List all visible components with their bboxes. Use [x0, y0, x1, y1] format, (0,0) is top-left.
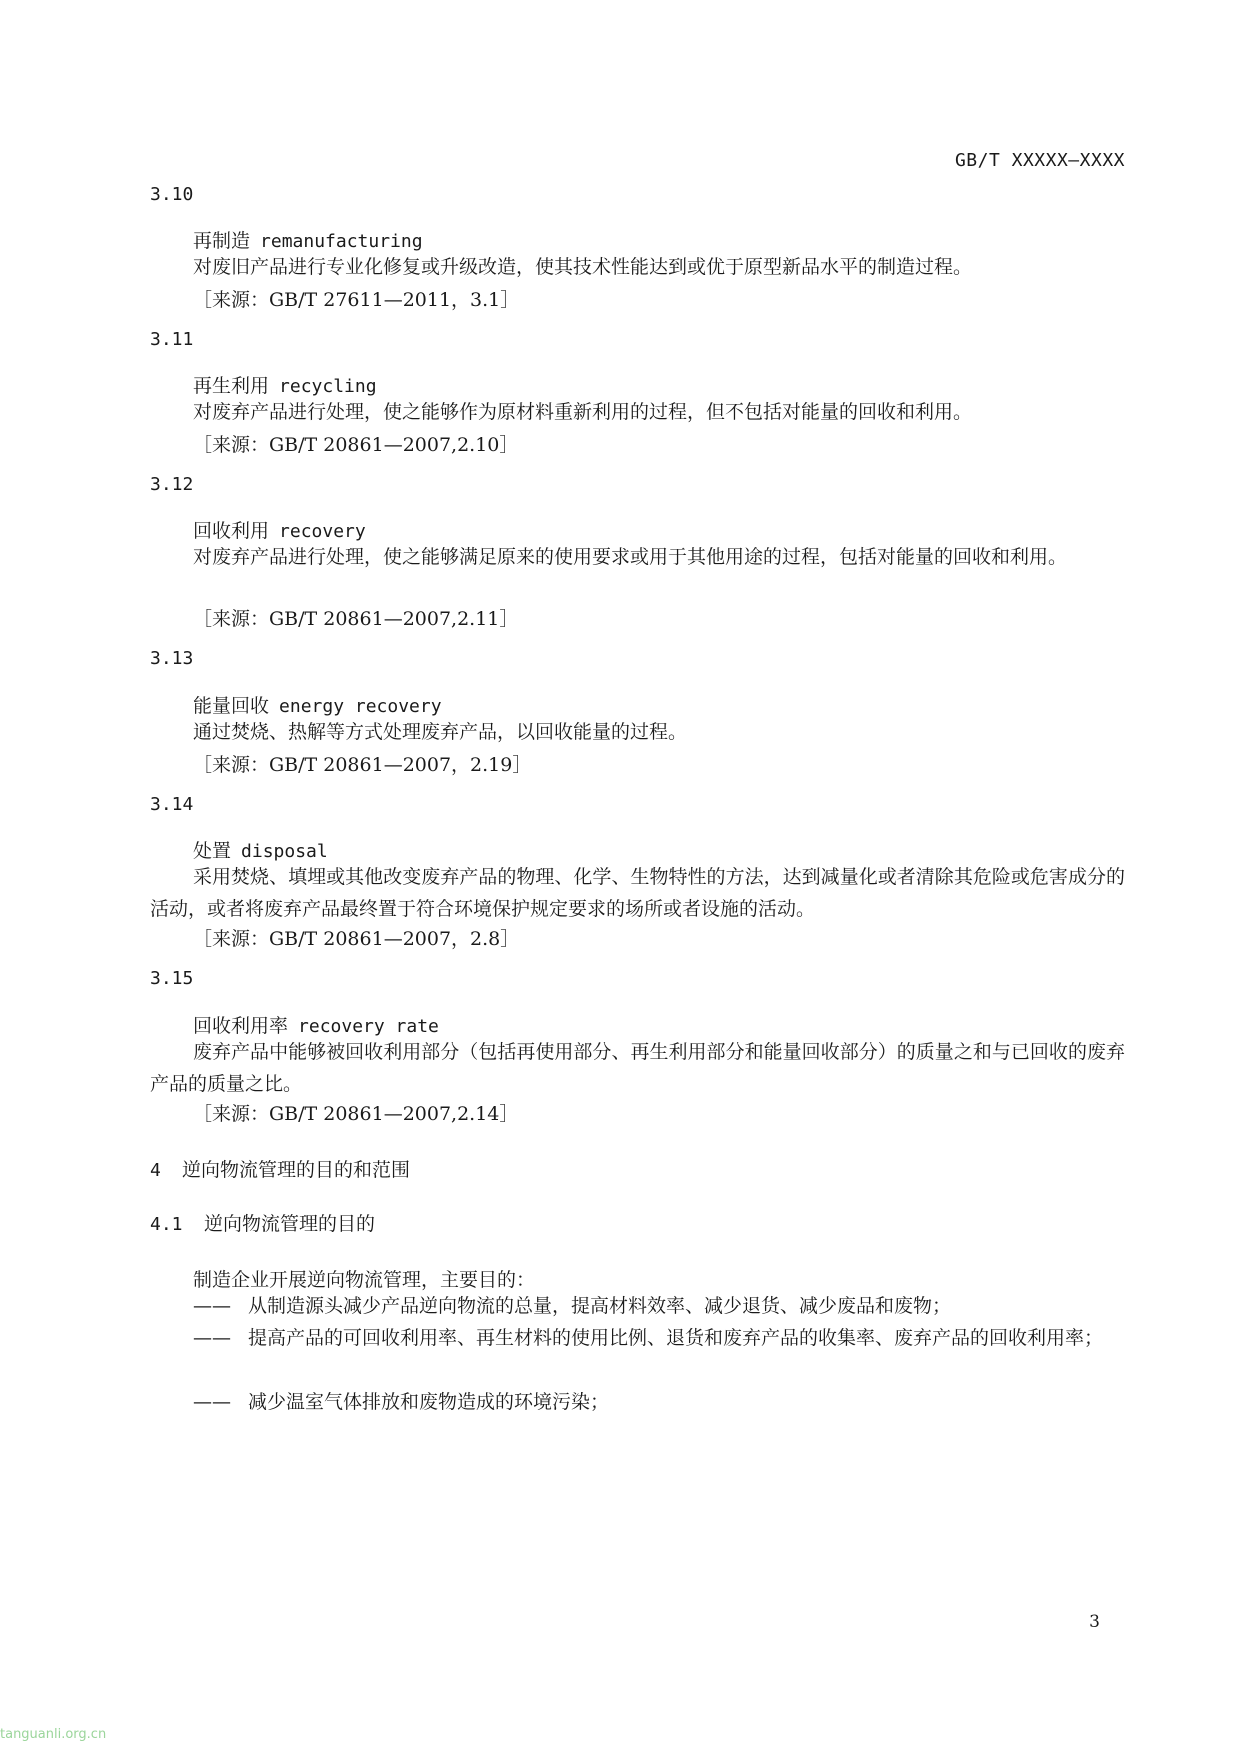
term-en: disposal: [241, 841, 328, 862]
term-heading: [193, 1011, 439, 1038]
subsection-title: 逆向物流管理的目的: [204, 1213, 376, 1235]
subsection-heading: [150, 1209, 375, 1236]
intro-text: 制造企业开展逆向物流管理，主要目的：: [193, 1269, 536, 1291]
term-source: ［来源：GB/T 20861—2007,2.10］: [193, 434, 519, 456]
list-item-text: 从制造源头减少产品逆向物流的总量，提高材料效率、减少退货、减少废品和废物；: [248, 1295, 952, 1317]
term-en: recovery: [279, 521, 366, 542]
term-zh: 处置: [193, 840, 232, 862]
term-definition: 对废弃产品进行处理，使之能够满足原来的使用要求或用于其他用途的过程，包括对能量的回收和利用。: [193, 546, 1068, 568]
list-item-text: 减少温室气体排放和废物造成的环境污染；: [248, 1391, 610, 1413]
clause-number: 3.14: [150, 794, 194, 815]
term-heading: [193, 516, 366, 543]
term-zh: 回收利用: [193, 520, 270, 542]
page-number: 3: [1089, 1612, 1100, 1632]
term-heading: [193, 836, 328, 863]
term-definition: 采用焚烧、填埋或其他改变废弃产品的物理、化学、生物特性的方法，达到减量化或者清除其危险或危害成分的活动，或者将废弃产品最终置于符合环境保护规定要求的场所或者设施的活动。: [150, 866, 1125, 920]
term-en: remanufacturing: [260, 231, 423, 252]
section-number: 4: [150, 1160, 161, 1181]
term-en: energy recovery: [279, 696, 442, 717]
term-heading: [193, 226, 423, 253]
subsection-number: 4.1: [150, 1214, 183, 1235]
term-heading: [193, 691, 442, 718]
dash-marker: ——: [193, 1391, 231, 1413]
list-item: [193, 1290, 1125, 1322]
term-heading: [193, 371, 377, 398]
section-title: 逆向物流管理的目的和范围: [182, 1159, 411, 1181]
term-source: ［来源：GB/T 27611—2011，3.1］: [193, 289, 520, 311]
term-definition: 对废弃产品进行处理，使之能够作为原材料重新利用的过程，但不包括对能量的回收和利用。: [193, 401, 973, 423]
term-source: ［来源：GB/T 20861—2007,2.14］: [193, 1103, 519, 1125]
clause-number: 3.13: [150, 648, 194, 669]
clause-number: 3.10: [150, 184, 194, 205]
term-definition: 对废旧产品进行专业化修复或升级改造，使其技术性能达到或优于原型新品水平的制造过程。: [193, 256, 973, 278]
dash-marker: ——: [193, 1295, 231, 1317]
list-item-text: 提高产品的可回收利用率、再生材料的使用比例、退货和废弃产品的收集率、废弃产品的回收利用率；: [248, 1327, 1104, 1349]
watermark: tanguanli.org.cn: [0, 1727, 107, 1742]
term-zh: 回收利用率: [193, 1015, 289, 1037]
term-en: recycling: [279, 376, 377, 397]
term-definition: 废弃产品中能够被回收利用部分（包括再使用部分、再生利用部分和能量回收部分）的质量之和与已回收的废弃产品的质量之比。: [150, 1041, 1125, 1095]
term-source: ［来源：GB/T 20861—2007，2.8］: [193, 928, 520, 950]
list-item: [193, 1322, 1125, 1354]
clause-number: 3.15: [150, 968, 194, 989]
dash-marker: ——: [193, 1327, 231, 1349]
term-source: ［来源：GB/T 20861—2007,2.11］: [193, 608, 519, 630]
clause-number: 3.11: [150, 329, 194, 350]
term-zh: 能量回收: [193, 695, 270, 717]
list-item: [193, 1386, 1125, 1418]
term-zh: 再制造: [193, 230, 251, 252]
term-definition: 通过焚烧、热解等方式处理废弃产品，以回收能量的过程。: [193, 721, 688, 743]
term-zh: 再生利用: [193, 375, 270, 397]
clause-number: 3.12: [150, 474, 194, 495]
section-heading: [150, 1155, 410, 1182]
term-source: ［来源：GB/T 20861—2007，2.19］: [193, 754, 532, 776]
standard-code: GB/T XXXXX—XXXX: [954, 150, 1125, 171]
term-en: recovery rate: [298, 1016, 439, 1037]
